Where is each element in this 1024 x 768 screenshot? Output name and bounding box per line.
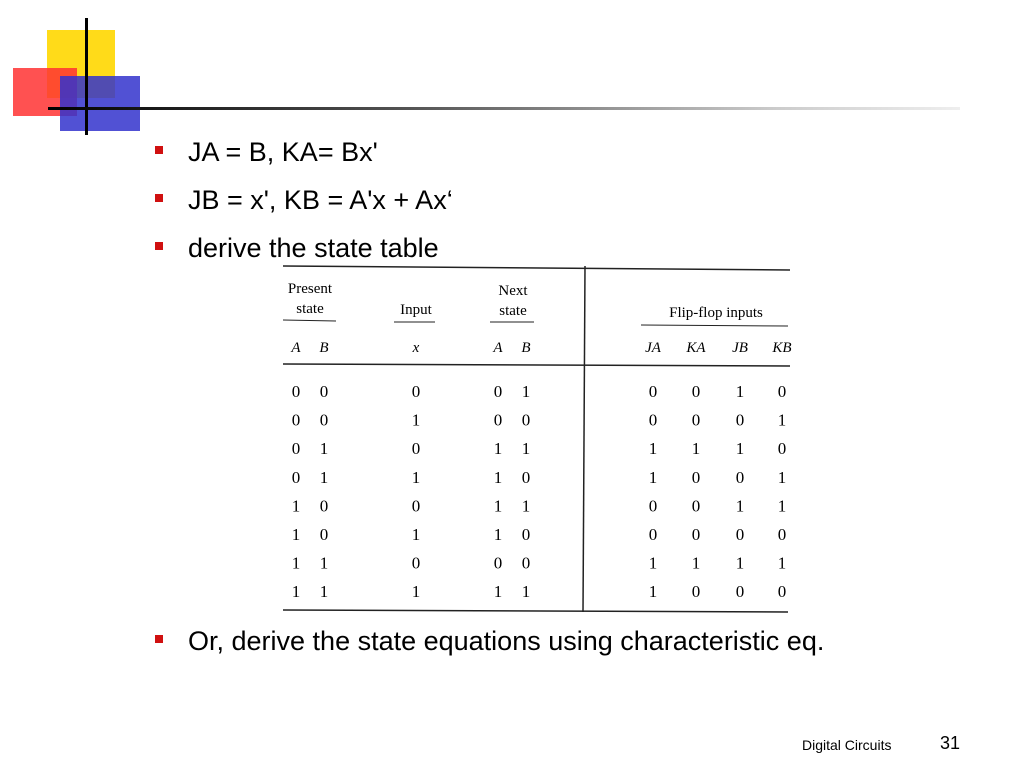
- table-cell: 1: [521, 382, 531, 401]
- table-cell: 0: [735, 525, 745, 544]
- table-subheader: A: [493, 340, 503, 356]
- table-subheader: B: [319, 340, 329, 356]
- bullet-list: [155, 128, 453, 272]
- bullet-text: derive the state table: [188, 233, 439, 263]
- flipflop-underline: [641, 325, 788, 326]
- table-cell: 1: [493, 525, 503, 544]
- table-cell: 0: [291, 382, 301, 401]
- bullet-marker: [155, 194, 163, 202]
- table-cell: 1: [777, 553, 787, 573]
- table-subheader: JA: [645, 340, 661, 356]
- table-cell: 0: [291, 410, 301, 430]
- table-body: [292, 382, 787, 601]
- table-cell: 0: [319, 525, 329, 544]
- bullet-marker: [155, 242, 163, 250]
- table-cell: 1: [291, 525, 301, 544]
- table-subheader: JB: [732, 340, 748, 356]
- table-cell: 0: [691, 410, 701, 430]
- table-cell: 1: [319, 582, 329, 602]
- table-bottom-rule: [283, 610, 788, 612]
- bullet-text: JA = B, KA= Bx': [188, 137, 378, 167]
- bullet-item: [155, 617, 824, 665]
- table-cell: 1: [493, 467, 503, 487]
- table-cell: 1: [777, 496, 787, 516]
- table-cell: 0: [493, 410, 503, 430]
- table-cell: 1: [411, 410, 421, 430]
- table-top-rule: [283, 266, 790, 270]
- table-cell: 0: [648, 410, 658, 430]
- header-input: Input: [400, 302, 432, 318]
- table-cell: 1: [691, 439, 701, 459]
- table-subheader: A: [291, 340, 301, 356]
- table-cell: 0: [521, 410, 531, 430]
- table-cell: 1: [411, 467, 421, 487]
- header-next-1: Next: [498, 283, 528, 299]
- table-cell: 1: [291, 582, 301, 602]
- bullet-text: JB = x', KB = A'x + Ax‘: [188, 185, 453, 215]
- table-cell: 0: [648, 382, 658, 401]
- table-cell: 0: [319, 382, 329, 401]
- table-cell: 0: [648, 525, 658, 544]
- table-cell: 1: [493, 439, 503, 459]
- table-cell: 0: [735, 410, 745, 430]
- bullet-item: [155, 176, 453, 224]
- table-cell: 0: [411, 553, 421, 573]
- table-cell: 1: [648, 582, 658, 602]
- table-cell: 1: [319, 553, 329, 573]
- table-cell: 0: [691, 467, 701, 487]
- bullet-marker: [155, 146, 163, 154]
- table-cell: 0: [691, 582, 701, 602]
- table-cell: 1: [319, 439, 329, 459]
- bullet-list-bottom: [155, 617, 824, 665]
- table-cell: 1: [735, 439, 745, 459]
- table-cell: 0: [493, 382, 503, 401]
- table-subheader: B: [521, 340, 531, 356]
- table-header-rule: [283, 364, 790, 366]
- table-cell: 1: [291, 496, 301, 516]
- table-cell: 0: [521, 525, 531, 544]
- bullet-item: [155, 128, 453, 176]
- table-cell: 0: [411, 382, 421, 401]
- table-cell: 0: [411, 496, 421, 516]
- header-flipflop: Flip-flop inputs: [669, 305, 763, 321]
- table-cell: 1: [411, 582, 421, 602]
- table-cell: 1: [291, 553, 301, 573]
- table-subheader: KA: [686, 340, 706, 356]
- header-present-2: state: [296, 301, 324, 317]
- table-cell: 1: [691, 553, 701, 573]
- table-cell: 1: [648, 553, 658, 573]
- decor-vertical-line: [85, 18, 88, 135]
- table-cell: 0: [493, 553, 503, 573]
- table-cell: 1: [648, 467, 658, 487]
- header-next-2: state: [499, 303, 527, 319]
- table-cell: 1: [648, 439, 658, 459]
- table-cell: 0: [648, 496, 658, 516]
- table-cell: 1: [493, 496, 503, 516]
- table-subheader: x: [412, 340, 420, 356]
- table-column-divider: [583, 266, 585, 612]
- table-cell: 0: [777, 525, 787, 544]
- table-cell: 0: [319, 410, 329, 430]
- state-table: [278, 260, 796, 616]
- table-cell: 1: [319, 467, 329, 487]
- table-cell: 0: [291, 467, 301, 487]
- table-cell: 0: [735, 582, 745, 602]
- decor-blue-square: [60, 76, 140, 131]
- table-cell: 1: [521, 496, 531, 516]
- present-underline: [283, 320, 336, 321]
- table-cell: 1: [735, 382, 745, 401]
- table-subheader: KB: [772, 340, 792, 356]
- table-cell: 1: [411, 525, 421, 544]
- slide-number: 31: [940, 733, 961, 753]
- table-cell: 1: [493, 582, 503, 602]
- table-cell: 0: [521, 467, 531, 487]
- table-cell: 0: [291, 439, 301, 459]
- table-cell: 0: [777, 582, 787, 602]
- table-cell: 1: [521, 582, 531, 602]
- table-cell: 0: [691, 496, 701, 516]
- bullet-text: Or, derive the state equations using characteristic eq.: [188, 626, 825, 656]
- table-cell: 0: [777, 382, 787, 401]
- header-present-1: Present: [287, 281, 333, 297]
- table-cell: 0: [319, 496, 329, 516]
- bullet-marker: [155, 635, 163, 643]
- footer-course-title: Digital Circuits: [802, 737, 892, 753]
- table-cell: 1: [777, 410, 787, 430]
- title-divider-line: [48, 107, 960, 110]
- table-cell: 1: [777, 467, 787, 487]
- table-subheaders: [290, 340, 791, 356]
- table-cell: 0: [521, 553, 531, 573]
- table-cell: 1: [521, 439, 531, 459]
- table-cell: 0: [691, 525, 701, 544]
- table-cell: 0: [735, 467, 745, 487]
- table-cell: 0: [691, 382, 701, 401]
- table-cell: 0: [411, 439, 421, 459]
- table-cell: 1: [735, 553, 745, 573]
- table-cell: 0: [777, 439, 787, 459]
- table-cell: 1: [735, 496, 745, 516]
